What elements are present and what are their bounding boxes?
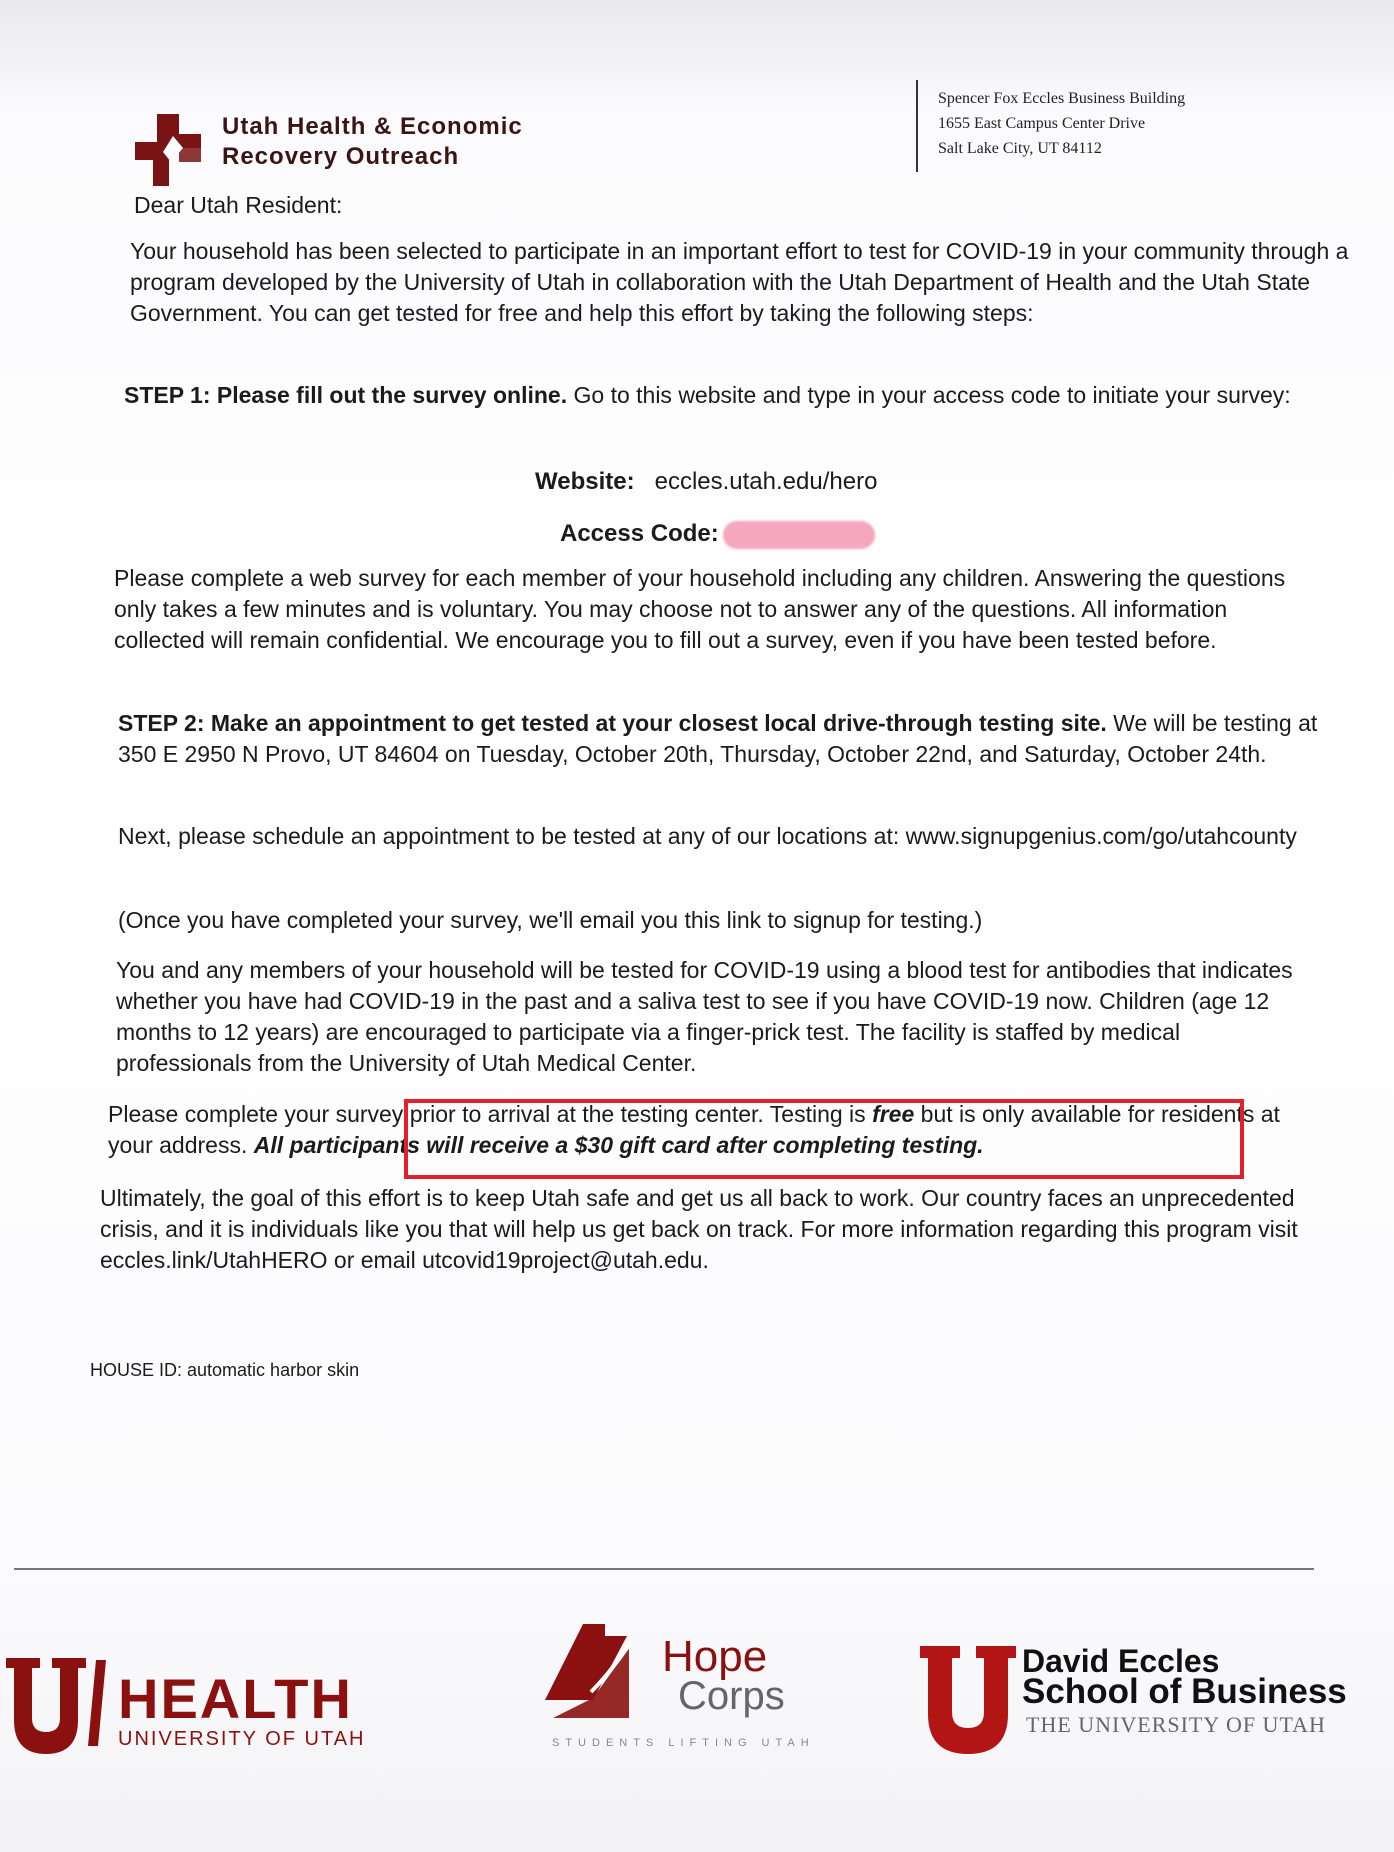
greeting: Dear Utah Resident: — [134, 192, 343, 218]
next-paragraph: Next, please schedule an appointment to be tested at any of our locations at: www.signupgenius.com/go/utahcounty — [118, 823, 1297, 849]
hope-title: Hope — [662, 1632, 768, 1681]
hope-tagline: STUDENTS LIFTING UTAH — [552, 1737, 815, 1749]
org-name — [222, 112, 523, 172]
survey-paragraph: Please complete a web survey for each member of your household including any children. Answering the questions only takes a few minutes and is voluntary. You may choose not to answer any of the questions. All information collected will remain confidential. We encourage you to fill out a survey, even if you have been tested before. — [114, 565, 1286, 653]
step1-paragraph — [124, 380, 1334, 411]
testing-info-paragraph: You and any members of your household will be tested for COVID-19 using a blood test for antibodies that indicates whether you have had COVID-19 in the past and a saliva test to see if you have COVID-19 now. Children (age 12 months to 12 years) are encouraged to participate via a finger-prick test. The facility is staffed by medical professionals from the University of Utah Medical Center. — [116, 957, 1293, 1076]
footer-divider — [14, 1568, 1314, 1570]
closing-paragraph: Ultimately, the goal of this effort is to keep Utah safe and get us all back to work. Our country faces an unprecedented crisis, and it is individuals like you that will help us get back on track. For more information regarding this program visit eccles.link/UtahHERO or email utcovid19project@utah.edu. — [100, 1185, 1298, 1273]
step2-heading: STEP 2: Make an appointment to get tested at your closest local drive-through testing site. — [118, 710, 1107, 736]
step1-heading: STEP 1: Please fill out the survey online. — [124, 382, 568, 408]
website-label: Website: — [535, 468, 635, 495]
website-value: eccles.utah.edu/hero — [654, 468, 878, 495]
house-id: HOUSE ID: automatic harbor skin — [90, 1360, 360, 1380]
please-free: free — [872, 1101, 915, 1127]
website-line — [535, 468, 877, 496]
intro-paragraph: Your household has been selected to participate in an important effort to test for COVID-19 in your community through a program developed by the University of Utah in collaboration with the Utah Department of Health and the Utah State Government. You can get tested for free and help this effort by taking the following steps: — [130, 238, 1349, 326]
address-line2: 1655 East Campus Center Drive — [938, 115, 1146, 132]
gift-card-notice: All participants will receive a $30 gift card after completing testing. — [253, 1132, 984, 1158]
please-text-a: Please complete your survey prior to arrival at the testing center. Testing is — [108, 1101, 873, 1127]
org-name-line1: Utah Health & Economic — [222, 113, 523, 140]
highlight-box — [404, 1099, 1244, 1179]
access-code-line — [560, 520, 875, 549]
university-subtitle: THE UNIVERSITY OF UTAH — [1026, 1712, 1326, 1737]
eccles-title: David Eccles — [1022, 1643, 1220, 1679]
health-title: HEALTH — [118, 1667, 353, 1730]
access-code-redaction — [723, 521, 875, 549]
address-line3: Salt Lake City, UT 84112 — [938, 140, 1102, 157]
once-paragraph: (Once you have completed your survey, we'll email you this link to signup for testing.) — [118, 907, 983, 933]
address-line1: Spencer Fox Eccles Business Building — [938, 90, 1186, 107]
step1-text: Go to this website and type in your access code to initiate your survey: — [567, 382, 1291, 408]
medical-cross-logo-icon — [135, 110, 215, 190]
step2-paragraph — [118, 708, 1318, 770]
health-subtitle: UNIVERSITY OF UTAH — [118, 1728, 366, 1750]
corps-title: Corps — [678, 1674, 785, 1718]
step2-text: We will be testing at 350 E 2950 N Provo, UT 84604 on Tuesday, October 20th, Thursday, October 22nd, and Saturday, October 24th. — [118, 710, 1318, 767]
org-name-line2: Recovery Outreach — [222, 143, 460, 170]
please-text-b: but is only available for residents at your address. — [108, 1101, 1280, 1158]
access-code-label: Access Code: — [560, 520, 719, 547]
school-title: School of Business — [1022, 1672, 1347, 1711]
return-address — [938, 86, 1185, 161]
header-divider — [916, 80, 918, 172]
